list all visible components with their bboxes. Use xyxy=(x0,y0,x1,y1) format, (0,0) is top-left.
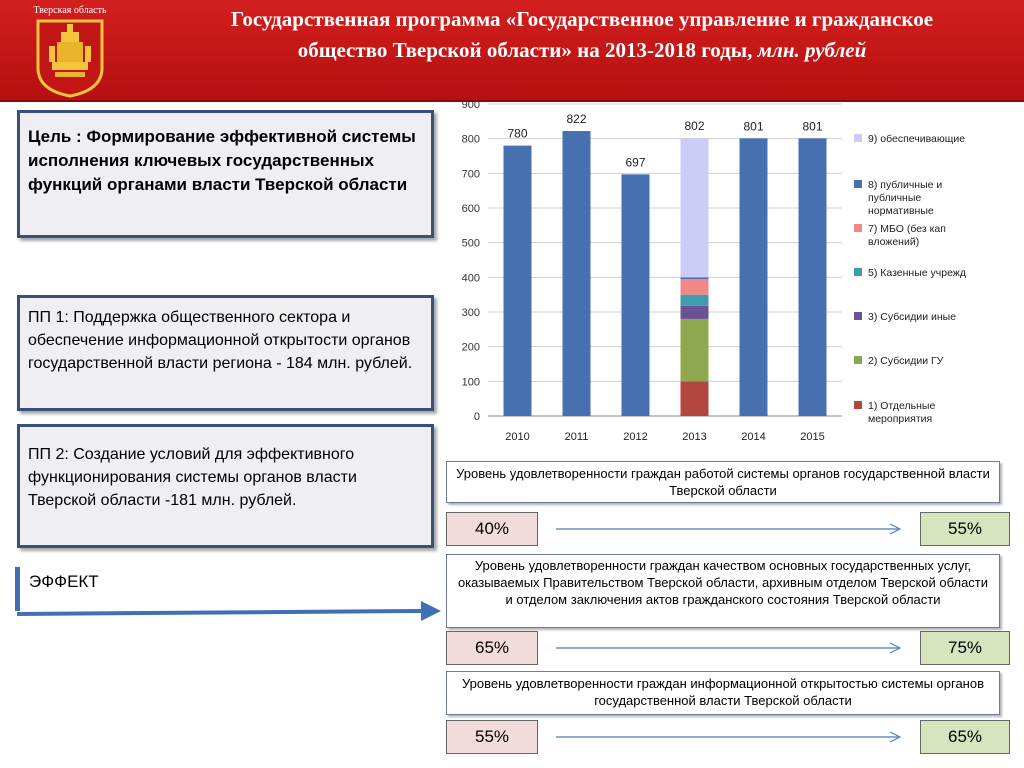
data-label: 801 xyxy=(802,119,823,134)
y-tick-label: 100 xyxy=(461,376,480,389)
title-line-2 xyxy=(140,35,1024,66)
bar-segment xyxy=(740,138,768,416)
y-tick-label: 600 xyxy=(461,203,480,215)
data-label: 822 xyxy=(566,112,587,127)
effect-label: ЭФФЕКТ xyxy=(29,572,99,591)
bar-segment xyxy=(681,279,709,295)
indicator-1-text: Уровень удовлетворенности граждан работой системы органов государственной власти Тверской области xyxy=(446,461,1000,503)
indicator-3-arrow-icon xyxy=(556,730,908,744)
goal-box: Цель : Формирование эффективной системы исполнения ключевых государственных функций органами власти Тверской области xyxy=(17,110,434,238)
subprogram-1-box: ПП 1: Поддержка общественного сектора и обеспечение информационной открытости органов государственной власти региона - 184 млн. рублей. xyxy=(17,295,434,411)
indicator-1-arrow-icon xyxy=(556,522,908,536)
effect-arrow-icon xyxy=(15,598,445,624)
legend-swatch xyxy=(854,224,862,232)
bar-segment xyxy=(681,381,709,416)
title-line-2-text: общество Тверской области» на 2013-2018 годы, xyxy=(297,38,753,62)
y-tick-label: 700 xyxy=(461,168,480,181)
bar-segment xyxy=(504,146,532,416)
x-tick-label: 2010 xyxy=(505,431,530,443)
legend-swatch xyxy=(854,401,862,409)
page-title xyxy=(140,4,1024,66)
coat-of-arms-icon xyxy=(35,18,105,98)
y-tick-label: 500 xyxy=(461,237,480,250)
legend-entry: 8) публичные и публичные нормативные xyxy=(868,179,943,217)
bar-segment xyxy=(563,131,591,416)
y-tick-label: 800 xyxy=(461,133,480,146)
legend-entry: 5) Казенные учрежд xyxy=(868,267,966,279)
legend-entry: 3) Субсидии иные xyxy=(868,311,957,323)
x-tick-label: 2013 xyxy=(682,431,707,443)
indicator-3-text: Уровень удовлетворенности граждан информационной открытостью системы органов государственной власти Тверской области xyxy=(446,671,1000,715)
legend-entry: 7) МБО (без кап вложений) xyxy=(868,223,946,248)
bar-segment xyxy=(799,138,827,416)
region-name: Тверская область xyxy=(33,5,107,16)
indicator-2-from: 65% xyxy=(446,631,538,665)
data-label: 801 xyxy=(743,119,764,134)
bar-segment xyxy=(681,138,709,277)
title-unit: млн. рублей xyxy=(757,38,867,62)
indicator-2-text: Уровень удовлетворенности граждан качеством основных государственных услуг, оказываемых Правительством Тверской области, архивным отделом Тверской области и отделом заключения актов гражданского состояния Тверской области xyxy=(446,554,1000,628)
y-tick-label: 400 xyxy=(461,272,480,285)
indicator-3-from: 55% xyxy=(446,720,538,754)
legend-swatch xyxy=(854,356,862,364)
y-tick-label: 300 xyxy=(461,307,480,319)
legend-swatch xyxy=(854,134,862,142)
legend-swatch xyxy=(854,312,862,320)
y-tick-label: 0 xyxy=(473,411,480,423)
subprogram-2-box: ПП 2: Создание условий для эффективного функционирования системы органов власти Тверской области -181 млн. рублей. xyxy=(17,424,434,548)
legend-swatch xyxy=(854,180,862,188)
indicator-2-to: 75% xyxy=(920,631,1010,665)
x-tick-label: 2015 xyxy=(800,431,825,443)
data-label: 697 xyxy=(625,155,646,170)
y-tick-label: 200 xyxy=(461,341,480,354)
data-label: 802 xyxy=(684,118,705,133)
x-tick-label: 2014 xyxy=(741,431,766,443)
title-line-1: Государственная программа «Государственное управление и гражданское xyxy=(230,7,934,31)
legend-entry: 9) обеспечивающие xyxy=(868,133,966,145)
legend-entry: 2) Субсидии ГУ xyxy=(868,355,944,367)
x-tick-label: 2011 xyxy=(564,431,589,443)
bar-segment xyxy=(681,295,709,306)
legend-entry: 1) Отдельные мероприятия xyxy=(868,400,936,425)
y-tick-label: 900 xyxy=(461,99,480,111)
bar-segment xyxy=(622,174,650,416)
bar-segment xyxy=(681,277,709,279)
bar-segment xyxy=(681,319,709,381)
indicator-2-arrow-icon xyxy=(556,641,908,655)
budget-chart xyxy=(440,96,1024,448)
x-tick-label: 2012 xyxy=(623,431,648,443)
bar-segment xyxy=(681,306,709,319)
indicator-3-to: 65% xyxy=(920,720,1010,754)
indicator-1-to: 55% xyxy=(920,512,1010,546)
legend-swatch xyxy=(854,268,862,276)
data-label: 780 xyxy=(507,126,528,141)
indicator-1-from: 40% xyxy=(446,512,538,546)
